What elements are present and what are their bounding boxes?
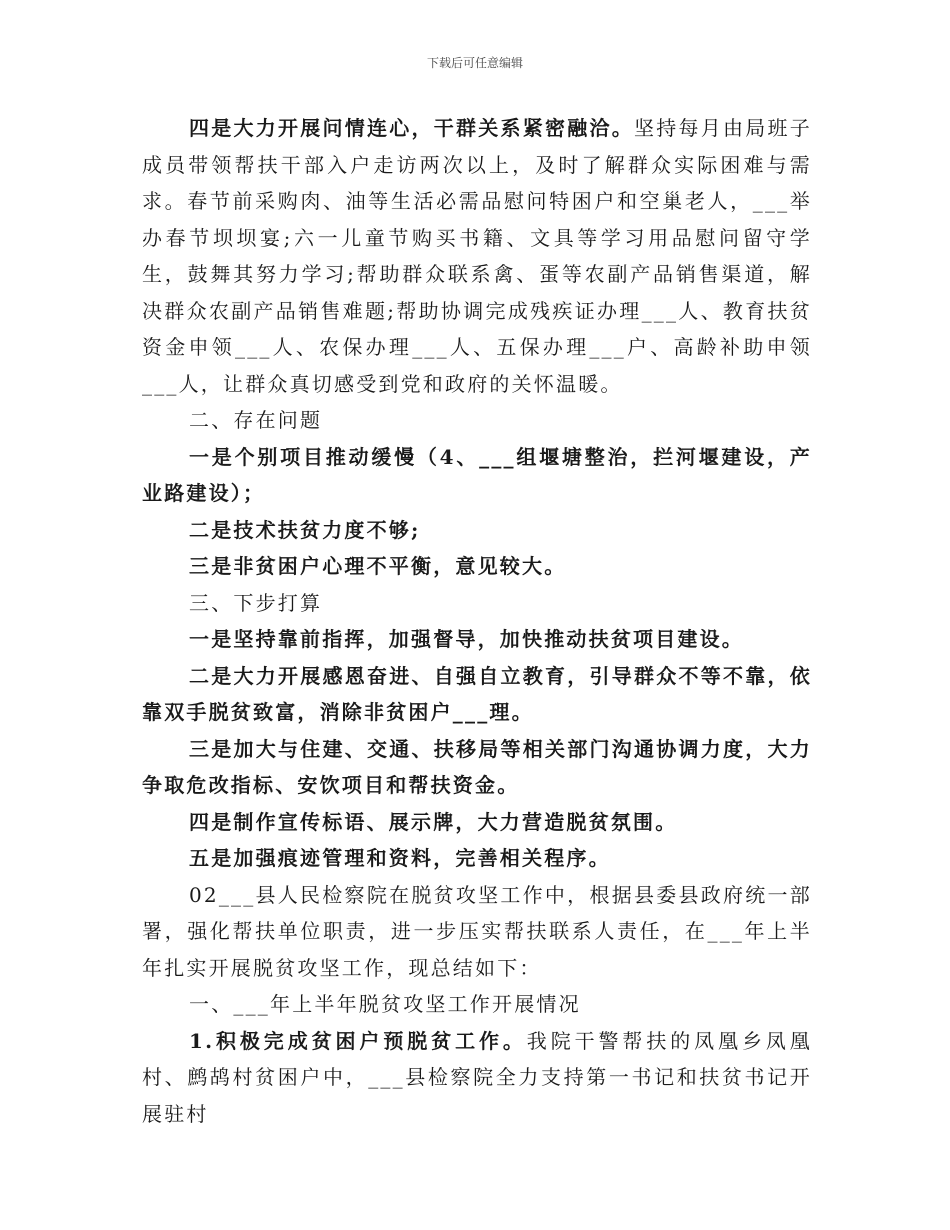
paragraph <box>142 110 812 402</box>
heading-text: 一、___年上半年脱贫攻坚工作开展情况 <box>189 992 581 1016</box>
bold-lead: 一是坚持靠前指挥，加强督导，加快推动扶贫项目建设。 <box>189 627 744 651</box>
paragraph-text: 02___县人民检察院在脱贫攻坚工作中，根据县委县政府统一部署，强化帮扶单位职责，进一步压实帮扶联系人责任，在___年上半年扎实开展脱贫攻坚工作，现总结如下： <box>142 882 812 980</box>
section-heading <box>142 402 812 439</box>
bold-lead: 1.积极完成贫困户预脱贫工作。 <box>189 1028 527 1053</box>
bold-lead: 三是加大与住建、交通、扶移局等相关部门沟通协调力度，大力争取危改指标、安饮项目和帮扶资金。 <box>142 736 812 797</box>
bold-lead: 四是制作宣传标语、展示牌，大力营造脱贫氛围。 <box>189 809 678 834</box>
paragraph <box>142 877 812 987</box>
paragraph <box>142 1023 812 1133</box>
section-heading <box>142 986 812 1023</box>
bold-lead: 一是个别项目推动缓慢（4、___组堰塘整治，拦河堰建设，产业路建设）； <box>142 444 812 505</box>
paragraph <box>142 840 812 877</box>
heading-text: 三、下步打算 <box>189 590 323 615</box>
document-body <box>142 110 812 1132</box>
page-header: 下载后可任意编辑 <box>426 56 523 70</box>
bold-lead: 二是大力开展感恩奋进、自强自立教育，引导群众不等不靠，依靠双手脱贫致富，消除非贫困户___理。 <box>142 663 812 724</box>
paragraph <box>142 658 812 731</box>
paragraph <box>142 548 812 585</box>
section-heading <box>142 585 812 622</box>
paragraph <box>142 439 812 512</box>
paragraph <box>142 804 812 841</box>
bold-lead: 五是加强痕迹管理和资料，完善相关程序。 <box>189 846 611 870</box>
paragraph <box>142 731 812 804</box>
paragraph <box>142 512 812 549</box>
paragraph-text: 我院干警帮扶的凤凰乡凤凰村、鹧鸪村贫困户中，___县检察院全力支持第一书记和扶贫书记开展驻村 <box>142 1028 812 1126</box>
bold-lead: 三是非贫困户心理不平衡，意见较大。 <box>189 554 567 578</box>
bold-lead: 二是技术扶贫力度不够; <box>189 517 421 542</box>
heading-text: 二、存在问题 <box>189 408 323 432</box>
bold-lead: 四是大力开展问情连心，干群关系紧密融洽。 <box>189 116 635 140</box>
paragraph-text: 坚持每月由局班子成员带领帮扶干部入户走访两次以上，及时了解群众实际困难与需求。春节前采购肉、油等生活必需品慰问特困户和空巢老人，___举办春节坝坝宴;六一儿童节购买书籍、文具等学习用品慰问留守学生，鼓舞其努力学习;帮助群众联系禽、蛋等农副产品销售渠道，解决群众农副产品销售难题;帮助协调完成残疾证办理___人、教育扶贫资金申领___人、农保办理___人、五保办理___户、高龄补助申领___人，让群众真切感受到党和政府的关怀温暖。 <box>142 116 812 396</box>
paragraph <box>142 621 812 658</box>
